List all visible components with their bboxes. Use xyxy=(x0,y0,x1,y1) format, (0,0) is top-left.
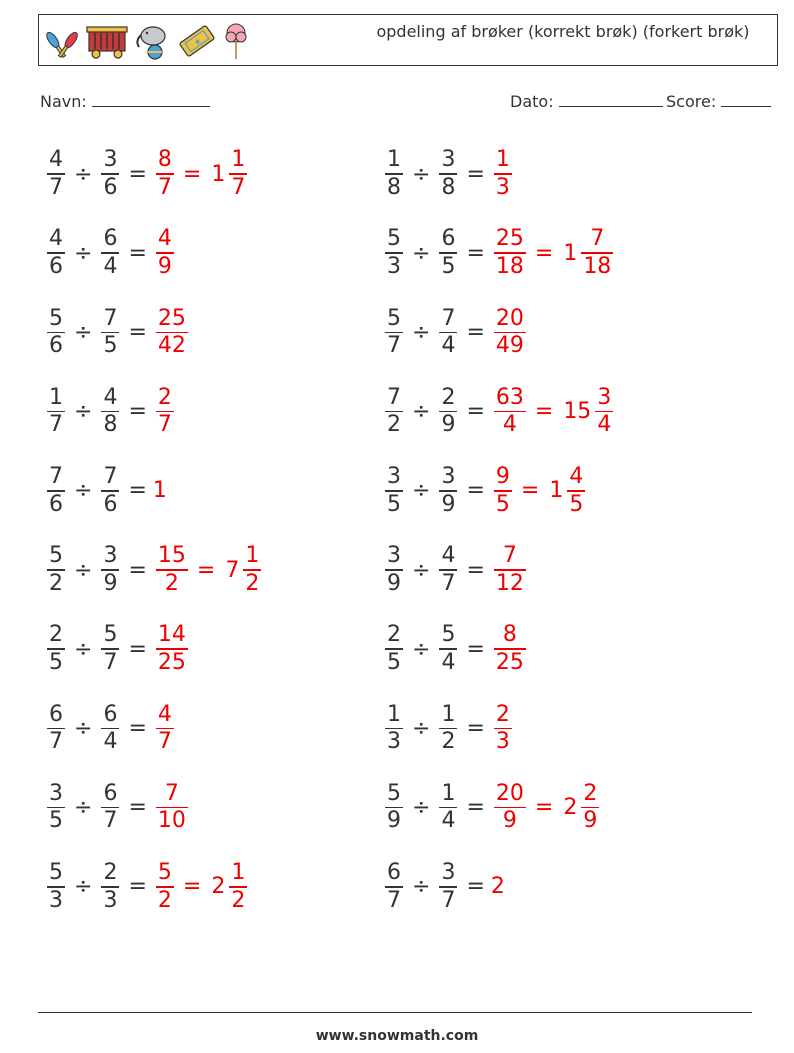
problem-item xyxy=(382,381,616,443)
dividend-fraction-numerator: 3 xyxy=(387,543,401,569)
divide-sign: ÷ xyxy=(74,715,93,741)
answer-fraction xyxy=(156,701,174,755)
divisor-fraction xyxy=(439,384,457,438)
divisor-fraction-numerator: 1 xyxy=(441,780,456,806)
mixed-fraction-numerator: 4 xyxy=(569,464,584,490)
divisor-fraction-numerator: 5 xyxy=(103,622,118,648)
dividend-fraction xyxy=(385,624,403,674)
dividend-fraction-denominator: 7 xyxy=(49,412,63,438)
answer-fraction xyxy=(494,149,512,199)
mixed-fraction xyxy=(581,780,599,834)
ticket-icon xyxy=(177,21,217,61)
answer-whole: 1 xyxy=(152,478,167,504)
answer-fraction xyxy=(494,701,512,755)
divisor-fraction-numerator: 4 xyxy=(441,543,456,569)
dividend-fraction-numerator: 3 xyxy=(387,464,401,490)
dividend-fraction xyxy=(47,701,65,755)
dividend-fraction-denominator: 6 xyxy=(49,491,63,517)
divisor-fraction-numerator: 3 xyxy=(103,147,118,173)
dividend-fraction-numerator: 5 xyxy=(387,780,401,806)
answer-fraction-numerator: 2 xyxy=(157,384,172,410)
dividend-fraction xyxy=(385,545,403,595)
answer-fraction-denominator: 7 xyxy=(157,412,172,438)
date-field xyxy=(510,92,663,111)
divisor-fraction-denominator: 8 xyxy=(103,412,118,438)
answer-fraction xyxy=(494,466,512,516)
answer-fraction-denominator: 2 xyxy=(157,887,172,913)
divisor-fraction-denominator: 2 xyxy=(441,729,456,755)
dividend-fraction-numerator: 5 xyxy=(387,226,401,252)
problem-item xyxy=(382,618,529,680)
divisor-fraction-denominator: 6 xyxy=(103,174,118,200)
answer-fraction-denominator: 25 xyxy=(157,649,186,675)
answer-fraction-denominator: 2 xyxy=(164,570,179,596)
dividend-fraction-denominator: 8 xyxy=(387,174,401,200)
equals-sign: = xyxy=(466,715,485,741)
dividend-fraction-numerator: 5 xyxy=(49,305,63,331)
divisor-fraction xyxy=(439,780,457,834)
mixed-fraction xyxy=(567,466,585,516)
divisor-fraction-numerator: 5 xyxy=(441,622,456,648)
mixed-fraction xyxy=(229,149,247,199)
dividend-fraction xyxy=(385,701,403,755)
dividend-fraction-numerator: 1 xyxy=(387,147,401,173)
answer-fraction-numerator: 63 xyxy=(495,384,524,410)
answer-fraction xyxy=(494,228,526,278)
mixed-whole: 2 xyxy=(563,795,578,821)
answer-fraction-numerator: 4 xyxy=(157,701,172,727)
dividend-fraction xyxy=(47,780,65,834)
divide-sign: ÷ xyxy=(74,478,93,504)
divisor-fraction-denominator: 5 xyxy=(441,253,456,279)
dividend-fraction-denominator: 2 xyxy=(387,412,401,438)
answer-fraction-numerator: 1 xyxy=(495,147,510,173)
equals-sign: = xyxy=(128,319,147,345)
header-box xyxy=(38,14,778,66)
divisor-fraction-denominator: 4 xyxy=(103,253,118,279)
mixed-fraction-denominator: 2 xyxy=(245,570,260,596)
dividend-fraction xyxy=(47,862,65,912)
equals-sign: = xyxy=(466,399,485,425)
divisor-fraction xyxy=(439,701,457,755)
answer-fraction-denominator: 9 xyxy=(157,253,172,279)
answer-fraction-denominator: 12 xyxy=(495,570,524,596)
problem-item xyxy=(382,460,588,522)
answer-whole: 2 xyxy=(490,874,505,900)
dividend-fraction-numerator: 2 xyxy=(387,622,401,648)
mixed-whole: 15 xyxy=(563,399,592,425)
answer-equals-sign: = xyxy=(196,557,216,583)
answer-fraction-numerator: 20 xyxy=(495,305,524,331)
divisor-fraction-numerator: 6 xyxy=(103,226,118,252)
mixed-fraction-denominator: 2 xyxy=(231,887,246,913)
divide-sign: ÷ xyxy=(412,478,431,504)
answer-fraction xyxy=(156,305,188,359)
answer-fraction-numerator: 7 xyxy=(502,543,517,569)
equals-sign: = xyxy=(466,557,485,583)
divisor-fraction-denominator: 4 xyxy=(441,649,456,675)
problem-item xyxy=(382,539,529,601)
answer-fraction-numerator: 4 xyxy=(157,226,172,252)
divisor-fraction-denominator: 4 xyxy=(441,808,456,834)
divide-sign: ÷ xyxy=(412,240,431,266)
answer-fraction-numerator: 9 xyxy=(495,464,510,490)
divide-sign: ÷ xyxy=(412,795,431,821)
equals-sign: = xyxy=(466,636,485,662)
equals-sign: = xyxy=(466,319,485,345)
divisor-fraction-denominator: 6 xyxy=(103,491,118,517)
dividend-fraction-numerator: 5 xyxy=(387,305,401,331)
answer-fraction xyxy=(494,384,526,438)
problem-item xyxy=(44,381,177,443)
dividend-fraction-numerator: 1 xyxy=(387,701,401,727)
dividend-fraction xyxy=(47,228,65,278)
mixed-whole: 1 xyxy=(211,161,226,187)
divide-sign: ÷ xyxy=(412,319,431,345)
divisor-fraction-numerator: 4 xyxy=(103,384,118,410)
divide-sign: ÷ xyxy=(74,399,93,425)
dividend-fraction-numerator: 6 xyxy=(387,860,401,886)
equals-sign: = xyxy=(466,874,485,900)
dividend-fraction-numerator: 7 xyxy=(49,464,63,490)
answer-fraction xyxy=(156,384,174,438)
mixed-whole: 7 xyxy=(225,557,240,583)
equals-sign: = xyxy=(128,240,147,266)
divisor-fraction-denominator: 7 xyxy=(441,887,456,913)
answer-fraction-denominator: 4 xyxy=(502,412,517,438)
mixed-fraction-denominator: 7 xyxy=(231,174,246,200)
divisor-fraction-denominator: 4 xyxy=(441,333,456,359)
problem-item xyxy=(44,856,250,918)
elephant-ball-icon xyxy=(133,21,173,61)
equals-sign: = xyxy=(466,240,485,266)
answer-fraction-denominator: 7 xyxy=(157,729,172,755)
equals-sign: = xyxy=(128,715,147,741)
answer-fraction-denominator: 7 xyxy=(157,174,172,200)
divisor-fraction-numerator: 7 xyxy=(441,305,456,331)
answer-fraction xyxy=(156,780,188,834)
date-blank xyxy=(559,92,663,107)
problem-item xyxy=(44,539,264,601)
answer-fraction-numerator: 15 xyxy=(157,543,186,569)
divisor-fraction-denominator: 8 xyxy=(441,174,456,200)
answer-fraction-numerator: 25 xyxy=(157,305,186,331)
mixed-fraction-numerator: 3 xyxy=(597,384,612,410)
dividend-fraction xyxy=(385,305,403,359)
divisor-fraction xyxy=(101,624,119,674)
divisor-fraction-numerator: 3 xyxy=(103,543,118,569)
divide-sign: ÷ xyxy=(412,715,431,741)
dividend-fraction-denominator: 5 xyxy=(387,491,401,517)
answer-fraction-denominator: 18 xyxy=(495,253,524,279)
dividend-fraction xyxy=(47,466,65,516)
divide-sign: ÷ xyxy=(74,874,93,900)
divisor-fraction xyxy=(101,149,119,199)
problem-item xyxy=(44,222,177,284)
divisor-fraction-denominator: 7 xyxy=(441,570,456,596)
divisor-fraction xyxy=(439,305,457,359)
answer-fraction xyxy=(494,305,526,359)
equals-sign: = xyxy=(128,636,147,662)
dividend-fraction-denominator: 7 xyxy=(49,729,63,755)
mixed-fraction-denominator: 4 xyxy=(597,412,612,438)
divide-sign: ÷ xyxy=(74,557,93,583)
dividend-fraction-numerator: 6 xyxy=(49,701,63,727)
divisor-fraction xyxy=(439,624,457,674)
mixed-fraction-numerator: 1 xyxy=(245,543,260,569)
dividend-fraction-denominator: 9 xyxy=(387,808,401,834)
mixed-fraction-denominator: 5 xyxy=(569,491,584,517)
equals-sign: = xyxy=(466,478,485,504)
mixed-whole: 1 xyxy=(549,478,564,504)
dividend-fraction-numerator: 1 xyxy=(49,384,63,410)
equals-sign: = xyxy=(128,874,147,900)
score-field xyxy=(666,92,771,111)
dividend-fraction-denominator: 2 xyxy=(49,570,63,596)
problem-item xyxy=(382,697,515,759)
equals-sign: = xyxy=(128,161,147,187)
divisor-fraction xyxy=(101,228,119,278)
divide-sign: ÷ xyxy=(412,874,431,900)
answer-fraction xyxy=(156,545,188,595)
divisor-fraction xyxy=(101,780,119,834)
equals-sign: = xyxy=(128,478,147,504)
dividend-fraction-denominator: 3 xyxy=(387,729,401,755)
answer-fraction-denominator: 3 xyxy=(495,729,510,755)
answer-fraction-numerator: 7 xyxy=(164,780,179,806)
divide-sign: ÷ xyxy=(74,240,93,266)
answer-fraction xyxy=(156,862,174,912)
answer-fraction-numerator: 20 xyxy=(495,780,524,806)
name-blank xyxy=(92,92,210,107)
answer-fraction-numerator: 25 xyxy=(495,226,524,252)
divisor-fraction-denominator: 3 xyxy=(103,887,118,913)
score-blank xyxy=(721,92,771,107)
answer-equals-sign: = xyxy=(534,795,554,821)
answer-fraction xyxy=(494,545,526,595)
dividend-fraction xyxy=(385,149,403,199)
equals-sign: = xyxy=(128,557,147,583)
dividend-fraction-denominator: 5 xyxy=(49,808,63,834)
divisor-fraction-denominator: 4 xyxy=(103,729,118,755)
answer-fraction-denominator: 25 xyxy=(495,649,524,675)
problem-item xyxy=(382,222,616,284)
answer-fraction-denominator: 3 xyxy=(495,174,510,200)
footer-url: www.snowmath.com xyxy=(315,1028,479,1044)
equals-sign: = xyxy=(128,795,147,821)
answer-fraction xyxy=(494,624,526,674)
divide-sign: ÷ xyxy=(74,161,93,187)
problem-item xyxy=(382,777,602,839)
dividend-fraction xyxy=(47,384,65,438)
mixed-fraction-denominator: 18 xyxy=(583,253,612,279)
dividend-fraction-numerator: 7 xyxy=(387,384,401,410)
problem-item xyxy=(382,143,515,205)
dividend-fraction xyxy=(385,780,403,834)
mixed-fraction-numerator: 1 xyxy=(231,147,246,173)
divisor-fraction xyxy=(101,862,119,912)
divisor-fraction xyxy=(439,149,457,199)
divisor-fraction-numerator: 6 xyxy=(103,780,118,806)
answer-equals-sign: = xyxy=(520,478,540,504)
answer-fraction-numerator: 8 xyxy=(157,147,172,173)
answer-fraction xyxy=(156,228,174,278)
answer-fraction-denominator: 49 xyxy=(495,333,524,359)
mixed-whole: 1 xyxy=(563,240,578,266)
divide-sign: ÷ xyxy=(74,795,93,821)
answer-equals-sign: = xyxy=(182,874,202,900)
dividend-fraction-numerator: 4 xyxy=(49,226,63,252)
answer-fraction-numerator: 2 xyxy=(495,701,510,727)
divisor-fraction-numerator: 6 xyxy=(103,701,118,727)
dividend-fraction-numerator: 2 xyxy=(49,622,63,648)
answer-fraction-denominator: 9 xyxy=(502,808,517,834)
dividend-fraction-denominator: 7 xyxy=(387,333,401,359)
answer-fraction-denominator: 5 xyxy=(495,491,510,517)
dividend-fraction xyxy=(385,862,403,912)
dividend-fraction-denominator: 9 xyxy=(387,570,401,596)
mixed-fraction xyxy=(595,384,613,438)
mixed-fraction-numerator: 1 xyxy=(231,860,246,886)
equals-sign: = xyxy=(466,795,485,821)
divisor-fraction-numerator: 3 xyxy=(441,860,456,886)
dividend-fraction-numerator: 5 xyxy=(49,860,63,886)
dividend-fraction xyxy=(47,545,65,595)
answer-fraction-numerator: 8 xyxy=(502,622,517,648)
answer-fraction-numerator: 14 xyxy=(157,622,186,648)
dividend-fraction xyxy=(47,149,65,199)
divisor-fraction xyxy=(439,466,457,516)
divisor-fraction-numerator: 2 xyxy=(103,860,118,886)
dividend-fraction-denominator: 7 xyxy=(387,887,401,913)
divisor-fraction-denominator: 9 xyxy=(103,570,118,596)
divisor-fraction xyxy=(101,545,119,595)
dividend-fraction xyxy=(385,466,403,516)
name-label: Navn: xyxy=(40,92,87,111)
footer-divider xyxy=(38,1012,752,1013)
dividend-fraction-denominator: 3 xyxy=(387,253,401,279)
mixed-fraction-denominator: 9 xyxy=(583,808,598,834)
dividend-fraction xyxy=(385,228,403,278)
dividend-fraction-denominator: 6 xyxy=(49,333,63,359)
divisor-fraction-numerator: 6 xyxy=(441,226,456,252)
problem-item xyxy=(44,460,167,522)
divisor-fraction xyxy=(101,701,119,755)
divisor-fraction-denominator: 5 xyxy=(103,333,118,359)
divide-sign: ÷ xyxy=(74,636,93,662)
answer-equals-sign: = xyxy=(534,399,554,425)
problem-item xyxy=(44,143,250,205)
dividend-fraction-denominator: 5 xyxy=(49,649,63,675)
divisor-fraction xyxy=(439,545,457,595)
divisor-fraction-numerator: 7 xyxy=(103,305,118,331)
dividend-fraction xyxy=(385,384,403,438)
problem-item xyxy=(44,301,191,363)
dividend-fraction xyxy=(47,305,65,359)
divisor-fraction-numerator: 2 xyxy=(441,384,456,410)
divisor-fraction xyxy=(101,466,119,516)
dividend-fraction-denominator: 3 xyxy=(49,887,63,913)
mixed-fraction-numerator: 7 xyxy=(590,226,605,252)
divisor-fraction xyxy=(101,384,119,438)
answer-fraction xyxy=(156,624,188,674)
equals-sign: = xyxy=(128,399,147,425)
answer-fraction xyxy=(156,149,174,199)
date-label: Dato: xyxy=(510,92,554,111)
divisor-fraction-denominator: 7 xyxy=(103,808,118,834)
divide-sign: ÷ xyxy=(412,161,431,187)
juggling-clubs-icon xyxy=(43,21,81,61)
dividend-fraction-numerator: 4 xyxy=(49,147,63,173)
worksheet-title: opdeling af brøker (korrekt brøk) (forkert brøk) xyxy=(376,22,750,41)
divisor-fraction-denominator: 9 xyxy=(441,412,456,438)
dividend-fraction-numerator: 3 xyxy=(49,780,63,806)
circus-wagon-icon xyxy=(85,21,129,61)
mixed-fraction xyxy=(581,228,613,278)
dividend-fraction-denominator: 7 xyxy=(49,174,63,200)
dividend-fraction-numerator: 5 xyxy=(49,543,63,569)
divide-sign: ÷ xyxy=(412,399,431,425)
divide-sign: ÷ xyxy=(412,636,431,662)
problem-item xyxy=(382,856,505,918)
answer-equals-sign: = xyxy=(182,161,202,187)
answer-fraction-denominator: 42 xyxy=(157,333,186,359)
divisor-fraction-numerator: 1 xyxy=(441,701,456,727)
divisor-fraction-numerator: 7 xyxy=(103,464,118,490)
problem-item xyxy=(382,301,529,363)
divide-sign: ÷ xyxy=(74,319,93,345)
divide-sign: ÷ xyxy=(412,557,431,583)
mixed-fraction xyxy=(229,862,247,912)
mixed-whole: 2 xyxy=(211,874,226,900)
divisor-fraction-numerator: 3 xyxy=(441,464,456,490)
answer-fraction-numerator: 5 xyxy=(157,860,172,886)
problem-item xyxy=(44,697,177,759)
dividend-fraction-denominator: 5 xyxy=(387,649,401,675)
problem-item xyxy=(44,777,191,839)
equals-sign: = xyxy=(466,161,485,187)
divisor-fraction-numerator: 3 xyxy=(441,147,456,173)
svg-text:★: ★ xyxy=(192,36,204,48)
divisor-fraction-denominator: 7 xyxy=(103,649,118,675)
problem-item xyxy=(44,618,191,680)
answer-fraction xyxy=(494,780,526,834)
cotton-candy-icon xyxy=(221,21,251,61)
answer-fraction-denominator: 10 xyxy=(157,808,186,834)
mixed-fraction-numerator: 2 xyxy=(583,780,598,806)
divisor-fraction xyxy=(101,305,119,359)
divisor-fraction xyxy=(439,228,457,278)
name-field xyxy=(40,92,210,111)
divisor-fraction xyxy=(439,862,457,912)
mixed-fraction xyxy=(243,545,261,595)
dividend-fraction xyxy=(47,624,65,674)
header-icons xyxy=(43,19,251,63)
score-label: Score: xyxy=(666,92,717,111)
dividend-fraction-denominator: 6 xyxy=(49,253,63,279)
divisor-fraction-denominator: 9 xyxy=(441,491,456,517)
answer-equals-sign: = xyxy=(534,240,554,266)
